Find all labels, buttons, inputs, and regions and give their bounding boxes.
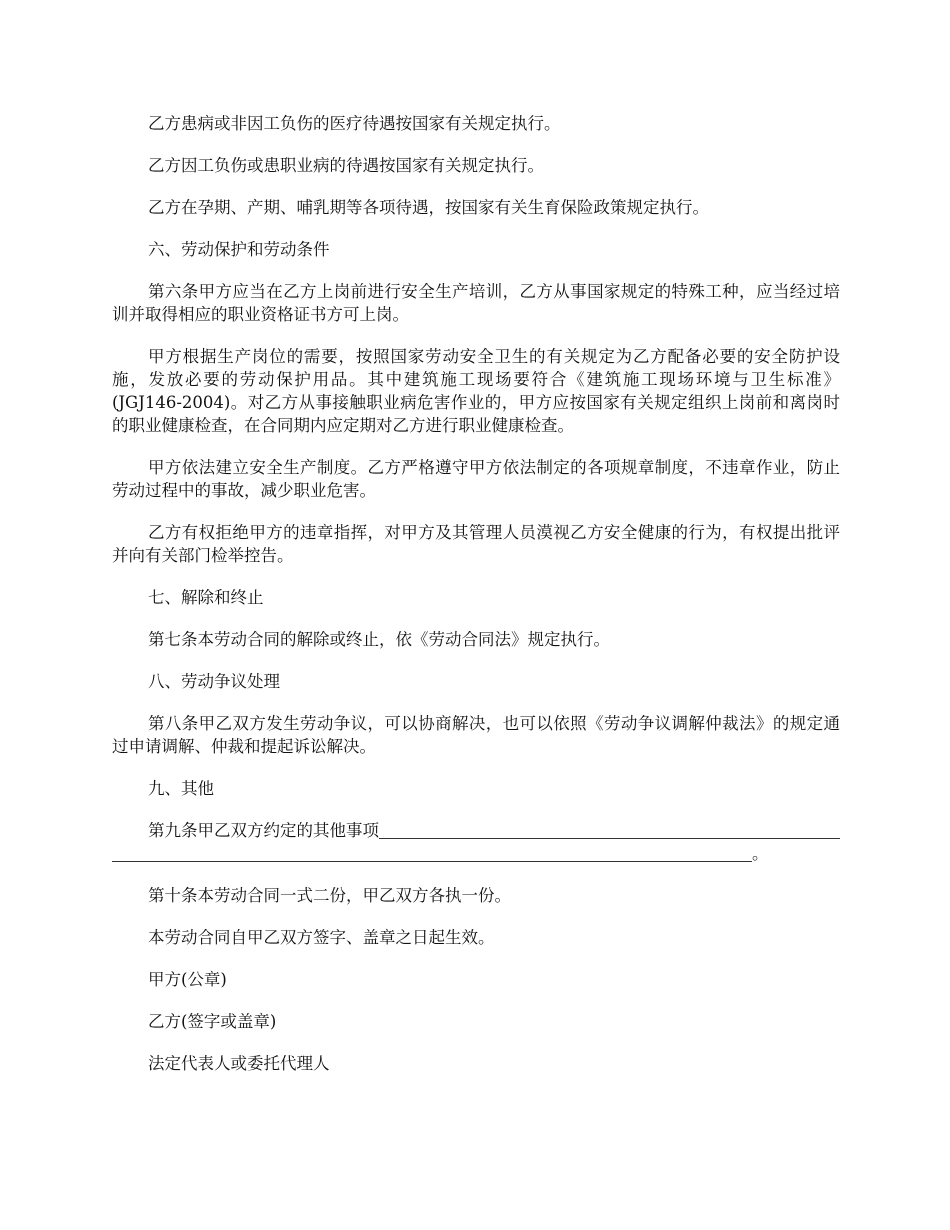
- article-9-label: 第九条甲乙双方约定的其他事项: [148, 821, 379, 840]
- party-b-signature: 乙方(签字或盖章): [148, 1012, 277, 1031]
- section-heading-dispute: 八、劳动争议处理: [148, 672, 280, 691]
- paragraph-effective: 本劳动合同自甲乙双方签字、盖章之日起生效。: [148, 928, 495, 947]
- paragraph-safety-equipment: 甲方根据生产岗位的需要，按照国家劳动安全卫生的有关规定为乙方配备必要的安全防护设施，发放必要的劳动保护用品。其中建筑施工现场要符合《建筑施工现场环境与卫生标准》(JGJ146-2004)。对乙方从事接触职业病危害作业的，甲方应按国家有关规定组织上岗前和离岗时的职业健康检查，在合同期内应定期对乙方进行职业健康检查。: [112, 347, 840, 435]
- section-heading-termination: 七、解除和终止: [148, 588, 264, 607]
- section-heading-other: 九、其他: [148, 779, 214, 798]
- legal-representative: 法定代表人或委托代理人: [148, 1054, 330, 1073]
- paragraph-article-8: 第八条甲乙双方发生劳动争议，可以协商解决，也可以依照《劳动争议调解仲裁法》的规定通过申请调解、仲裁和提起诉讼解决。: [112, 714, 840, 756]
- paragraph-safety-system: 甲方依法建立安全生产制度。乙方严格遵守甲方依法制定的各项规章制度，不违章作业，防止劳动过程中的事故，减少职业危害。: [112, 458, 840, 500]
- party-a-seal: 甲方(公章): [148, 970, 227, 989]
- blank-line-1[interactable]: [379, 820, 840, 839]
- article-9-fill-in: [112, 819, 840, 865]
- contract-body: [112, 112, 840, 1094]
- section-heading-labor-protection: 六、劳动保护和劳动条件: [148, 240, 330, 259]
- paragraph-article-10: 第十条本劳动合同一式二份，甲乙双方各执一份。: [148, 886, 511, 905]
- paragraph-work-injury: 乙方因工负伤或患职业病的待遇按国家有关规定执行。: [148, 156, 544, 175]
- paragraph-refuse-violations: 乙方有权拒绝甲方的违章指挥，对甲方及其管理人员漠视乙方安全健康的行为，有权提出批评并向有关部门检举控告。: [112, 523, 840, 565]
- paragraph-article-7: 第七条本劳动合同的解除或终止，依《劳动合同法》规定执行。: [148, 630, 610, 649]
- paragraph-maternity: 乙方在孕期、产期、哺乳期等各项待遇，按国家有关生育保险政策规定执行。: [148, 198, 709, 217]
- paragraph-article-6: 第六条甲方应当在乙方上岗前进行安全生产培训，乙方从事国家规定的特殊工种，应当经过培训并取得相应的职业资格证书方可上岗。: [112, 282, 840, 324]
- paragraph-medical-treatment: 乙方患病或非因工负伤的医疗待遇按国家有关规定执行。: [148, 114, 561, 133]
- article-9-end-mark: 。: [752, 844, 769, 863]
- blank-line-2[interactable]: [112, 843, 752, 862]
